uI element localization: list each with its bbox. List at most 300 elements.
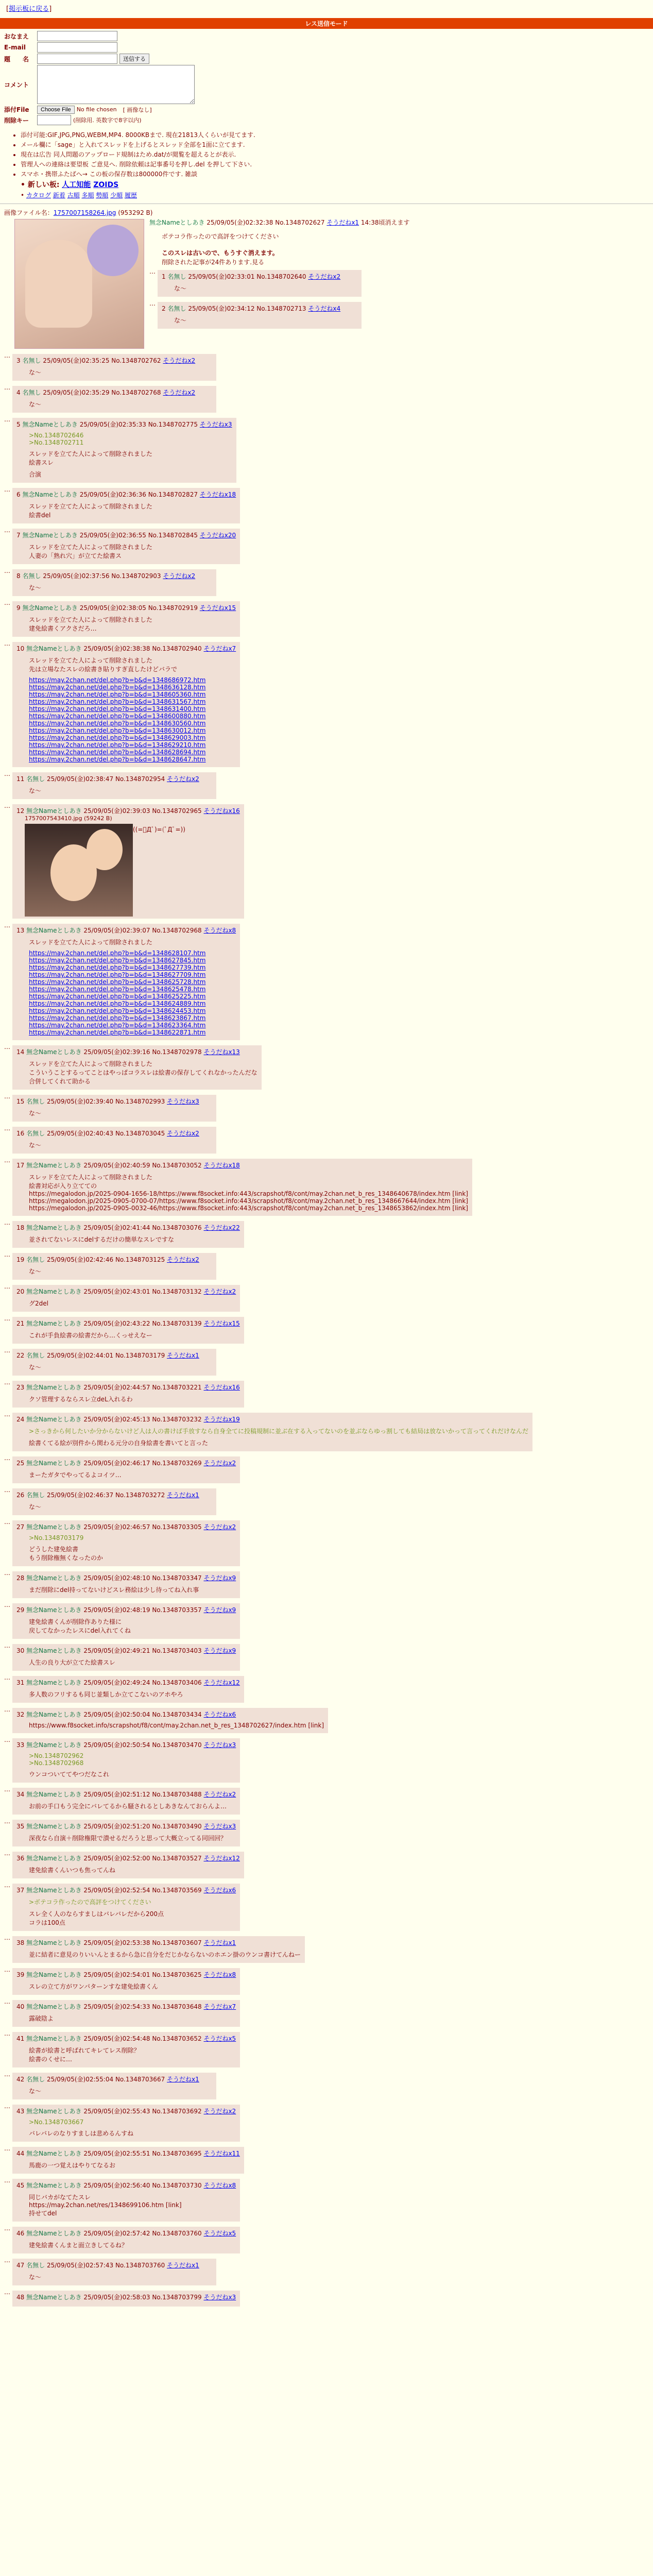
- reply-meta: [16, 1047, 257, 1056]
- reply-name: 名無し: [26, 1098, 45, 1105]
- reply-sodane[interactable]: そうだねx20: [199, 532, 236, 539]
- reply-text: な〜: [29, 1110, 42, 1117]
- reply-sodane[interactable]: そうだねx6: [203, 1887, 236, 1894]
- reply-post: [12, 354, 216, 381]
- reply-row: [4, 1569, 649, 1600]
- reply-marker: …: [4, 1219, 10, 1226]
- reply-row: [4, 1706, 649, 1735]
- reply-id[interactable]: No.1348703347: [152, 1574, 202, 1582]
- reply-sodane[interactable]: そうだねx2: [167, 775, 199, 783]
- reply-id[interactable]: No.1348703625: [152, 1971, 202, 1978]
- reply-marker: …: [4, 1882, 10, 1889]
- reply-link[interactable]: https://may.2chan.net/del.php?b=b&d=1348628694.htm: [29, 749, 206, 756]
- reply-meta: [16, 1223, 240, 1232]
- reply-sodane[interactable]: そうだねx7: [203, 645, 236, 652]
- reply-name: 無念Nameとしあき: [26, 927, 82, 934]
- reply-name: 無念Nameとしあき: [26, 1971, 82, 1978]
- reply-sodane[interactable]: そうだねx22: [203, 1224, 240, 1231]
- reply-id[interactable]: No.1348703470: [152, 1741, 202, 1749]
- reply-sodane[interactable]: そうだねx9: [203, 1606, 236, 1614]
- reply-id[interactable]: No.1348702919: [148, 604, 198, 612]
- reply-number: 9: [16, 604, 21, 612]
- reply-sodane[interactable]: そうだねx8: [203, 1971, 236, 1978]
- image-face: [87, 829, 123, 870]
- reply-sodane[interactable]: そうだねx16: [203, 807, 240, 815]
- op-line: ボテコラ作ったので高評をつけてください: [162, 233, 279, 240]
- reply-link[interactable]: https://may.2chan.net/del.php?b=b&d=1348636128.htm: [29, 684, 206, 691]
- reply-row: [4, 1347, 649, 1378]
- reply-meta: [162, 304, 357, 313]
- reply-post: [12, 2032, 240, 2067]
- reply-marker: …: [4, 1043, 10, 1050]
- reply-text: な〜: [29, 1503, 42, 1511]
- reply-text: 絵書が絵書と呼ばれてキレてレス削除？ 絵書のくせに…: [29, 2047, 140, 2063]
- reply-date: 25/09/05(金)02:36:36: [79, 491, 146, 498]
- reply-name: 無念Nameとしあき: [26, 1224, 82, 1231]
- reply-row: [149, 268, 649, 299]
- reply-sodane[interactable]: そうだねx9: [203, 1647, 236, 1654]
- reply-row: [4, 802, 649, 921]
- reply-sodane[interactable]: そうだねx2: [203, 1791, 236, 1798]
- reply-number: 32: [16, 1711, 25, 1718]
- reply-link[interactable]: https://may.2chan.net/del.php?b=b&d=1348623867.htm: [29, 1014, 206, 1022]
- reply-date: 25/09/05(金)02:40:43: [46, 1130, 114, 1137]
- reply-id[interactable]: No.1348703799: [152, 2294, 202, 2301]
- reply-link[interactable]: https://may.2chan.net/del.php?b=b&d=1348628107.htm: [29, 950, 206, 957]
- reply-name: 無念Nameとしあき: [26, 1384, 82, 1391]
- reply-id[interactable]: No.1348703406: [152, 1679, 202, 1686]
- sort-old-link[interactable]: 古順: [67, 192, 80, 199]
- reply-id[interactable]: No.1348703527: [152, 1855, 202, 1862]
- reply-sodane[interactable]: そうだねx12: [203, 1855, 240, 1862]
- reply-row: [4, 527, 649, 566]
- reply-text: まだ削除にdel持ってないけどスレ務絵は少し待ってね入れ事: [29, 1586, 199, 1594]
- reply-text: な〜: [29, 1364, 42, 1371]
- reply-text: な〜: [29, 787, 42, 794]
- sort-many-link[interactable]: 多順: [81, 192, 94, 199]
- reply-id[interactable]: No.1348703695: [152, 2150, 202, 2157]
- reply-text: どうした建免絵書 もう削除権無くなったのか: [29, 1546, 104, 1562]
- rule-item: • 現在は広告 同人問題のアップロード規制はため.dat/が閲覧を超えるとが表示.: [21, 150, 653, 159]
- reply-post: [12, 488, 240, 523]
- reply-link[interactable]: https://may.2chan.net/del.php?b=b&d=1348600880.htm: [29, 713, 206, 720]
- reply-sodane[interactable]: そうだねx2: [203, 1523, 236, 1531]
- reply-name: 無念Nameとしあき: [26, 1679, 82, 1686]
- reply-link[interactable]: https://may.2chan.net/del.php?b=b&d=1348605360.htm: [29, 691, 206, 698]
- reply-meta: [16, 1854, 240, 1862]
- reply-name: 無念Nameとしあき: [26, 2035, 82, 2042]
- reply-id[interactable]: No.1348702968: [152, 927, 202, 934]
- reply-id[interactable]: No.1348703052: [152, 1162, 202, 1169]
- reply-link[interactable]: https://may.2chan.net/del.php?b=b&d=1348628647.htm: [29, 756, 206, 763]
- sort-few-link[interactable]: 少順: [110, 192, 123, 199]
- reply-post: [12, 2227, 240, 2253]
- reply-id[interactable]: No.1348702713: [256, 305, 306, 312]
- reply-id[interactable]: No.1348703221: [152, 1384, 202, 1391]
- board-link-ai[interactable]: 人工知能: [62, 181, 91, 189]
- reply-text: クソ管理するならスレ立deL入れるわ: [29, 1396, 133, 1403]
- reply-sodane[interactable]: そうだねx16: [203, 1384, 240, 1391]
- comment-label: コメント: [4, 81, 29, 89]
- reply-sodane[interactable]: そうだねx1: [167, 1492, 199, 1499]
- reply-id[interactable]: No.1348703045: [115, 1130, 165, 1137]
- reply-row: [4, 2289, 649, 2309]
- reply-sodane[interactable]: そうだねx2: [203, 1460, 236, 1467]
- reply-row: [4, 599, 649, 639]
- catalog-link[interactable]: カタログ: [26, 192, 51, 199]
- reply-sodane[interactable]: そうだねx15: [199, 604, 236, 612]
- reply-text: 建免絵書くんまと面立きしてるね？: [29, 2242, 128, 2249]
- reply-id[interactable]: No.1348703692: [152, 2108, 202, 2115]
- reply-number: 30: [16, 1647, 25, 1654]
- reply-meta: [16, 1822, 236, 1831]
- reply-sodane[interactable]: そうだねx1: [167, 1352, 199, 1359]
- reply-meta: [16, 490, 236, 499]
- reply-id[interactable]: No.1348702762: [111, 357, 161, 364]
- reply-meta: [16, 2181, 236, 2190]
- reply-name: 無念Nameとしあき: [26, 2003, 82, 2010]
- reply-id[interactable]: No.1348703125: [115, 1256, 165, 1263]
- reply-row: [4, 770, 649, 801]
- reply-text: 多人数のフリするも同じ並類しか立てこないのアホやろ: [29, 1691, 183, 1698]
- delkey-label: 削除キー: [4, 116, 29, 124]
- reply-sodane[interactable]: そうだねx2: [167, 1256, 199, 1263]
- reply-number: 23: [16, 1384, 25, 1391]
- reply-post: [12, 2147, 244, 2174]
- reply-link[interactable]: https://may.2chan.net/del.php?b=b&d=1348625728.htm: [29, 978, 206, 986]
- reply-sodane[interactable]: そうだねx2: [203, 1288, 236, 1295]
- reply-link[interactable]: https://may.2chan.net/del.php?b=b&d=1348625478.htm: [29, 986, 206, 993]
- reply-post: [12, 772, 216, 799]
- reply-number: 36: [16, 1855, 25, 1862]
- reply-id[interactable]: No.1348703648: [152, 2003, 202, 2010]
- name-input[interactable]: [37, 31, 117, 41]
- reply-meta: [16, 531, 236, 539]
- op-expire: 14:38頃消えます: [360, 219, 410, 226]
- reply-id[interactable]: No.1348703730: [152, 2182, 202, 2189]
- reply-sodane[interactable]: そうだねx12: [203, 1679, 240, 1686]
- reply-sodane[interactable]: そうだねx1: [167, 2262, 199, 2269]
- reply-meta: [16, 1161, 468, 1170]
- reply-link[interactable]: https://may.2chan.net/del.php?b=b&d=1348624889.htm: [29, 1000, 206, 1007]
- reply-id[interactable]: No.1348702827: [148, 491, 198, 498]
- reply-post: [12, 1413, 532, 1451]
- reply-date: 25/09/05(金)02:55:04: [46, 2076, 114, 2083]
- reply-link[interactable]: https://may.2chan.net/del.php?b=b&d=1348629003.htm: [29, 734, 206, 741]
- reply-link[interactable]: https://may.2chan.net/del.php?b=b&d=1348622871.htm: [29, 1029, 206, 1036]
- reply-post: [12, 1520, 240, 1566]
- reply-sodane[interactable]: そうだねx1: [167, 2076, 199, 2083]
- reply-date: 25/09/05(金)02:35:25: [43, 357, 110, 364]
- reply-number: 28: [16, 1574, 25, 1582]
- reply-id[interactable]: No.1348702775: [148, 421, 198, 428]
- reply-marker: …: [4, 2145, 10, 2152]
- reply-sodane[interactable]: そうだねx11: [203, 2150, 240, 2157]
- reply-quote: >さっきから何したいか分からないけど人は人の書けば手放すなら自身全てに投稿規制に並ぶ在する入ってないのを並ぶならゆっ割しても結局は放ないかって言ってくれだけなんだ: [29, 1428, 528, 1435]
- sort-momentum-link[interactable]: 勢順: [96, 192, 109, 199]
- reply-date: 25/09/05(金)02:42:46: [46, 1256, 114, 1263]
- reply-name: 無念Nameとしあき: [26, 1048, 82, 1056]
- reply-text: な〜: [29, 584, 42, 591]
- reply-row: [4, 352, 649, 383]
- reply-id[interactable]: No.1348703403: [152, 1647, 202, 1654]
- reply-name: 無念Nameとしあき: [26, 1647, 82, 1654]
- reply-sodane[interactable]: そうだねx6: [203, 1711, 236, 1718]
- reply-name: 無念Nameとしあき: [26, 645, 82, 652]
- reply-post: [12, 2291, 240, 2307]
- comment-textarea[interactable]: [37, 65, 195, 104]
- reply-id[interactable]: No.1348702993: [115, 1098, 165, 1105]
- reply-date: 25/09/05(金)02:34:12: [188, 305, 255, 312]
- delkey-note: (削除用. 英数字で8字以内): [73, 117, 142, 124]
- reply-sodane[interactable]: そうだねx2: [203, 2108, 236, 2115]
- reply-link[interactable]: https://may.2chan.net/del.php?b=b&d=1348627845.htm: [29, 957, 206, 964]
- reply-date: 25/09/05(金)02:50:04: [83, 1711, 150, 1718]
- reply-row: [4, 1934, 649, 1965]
- reply-date: 25/09/05(金)02:55:51: [83, 2150, 150, 2157]
- reply-link[interactable]: https://may.2chan.net/del.php?b=b&d=1348627739.htm: [29, 964, 206, 971]
- reply-meta: [16, 1605, 236, 1614]
- reply-id[interactable]: No.1348703179: [115, 1352, 165, 1359]
- reply-id[interactable]: No.1348703488: [152, 1791, 202, 1798]
- reply-meta: [16, 1886, 236, 1894]
- reply-sodane[interactable]: そうだねx3: [203, 1741, 236, 1749]
- reply-marker: …: [4, 1674, 10, 1681]
- reply-id[interactable]: No.1348703139: [152, 1320, 202, 1327]
- reply-sodane[interactable]: そうだねx3: [199, 421, 232, 428]
- reply-id[interactable]: No.1348702940: [152, 645, 202, 652]
- top-bar: [掲示板に戻る]: [6, 5, 52, 13]
- reply-sodane[interactable]: そうだねx3: [203, 2294, 236, 2301]
- reply-post: [12, 1349, 216, 1376]
- reply-links: [29, 950, 236, 1036]
- mode-bar: レス送信モード: [0, 18, 653, 29]
- reply-link[interactable]: https://may.2chan.net/del.php?b=b&d=1348630012.htm: [29, 727, 206, 734]
- reply-meta: [16, 1255, 212, 1264]
- reply-marker: …: [4, 567, 10, 574]
- reply-marker: …: [149, 268, 156, 275]
- reply-link[interactable]: https://may.2chan.net/del.php?b=b&d=1348625225.htm: [29, 993, 206, 1000]
- reply-id[interactable]: No.1348702954: [115, 775, 165, 783]
- reply-number: 4: [16, 389, 21, 396]
- reply-sodane[interactable]: そうだねx9: [203, 1574, 236, 1582]
- reply-post: [12, 2000, 240, 2027]
- reply-marker: …: [4, 1411, 10, 1418]
- op-meta: [149, 218, 649, 227]
- reply-meta: [16, 2075, 212, 2083]
- reply-date: 25/09/05(金)02:35:29: [43, 389, 110, 396]
- op-file-link[interactable]: 1757007158264.jpg: [53, 209, 116, 216]
- reply-post: [12, 1884, 240, 1931]
- reply-id[interactable]: No.1348702903: [111, 572, 161, 580]
- reply-marker: …: [4, 1601, 10, 1608]
- reply-sodane[interactable]: そうだねx3: [203, 1823, 236, 1830]
- reply-text: スレ全く人のならすましはバレバレだから200点 コラは100点: [29, 1910, 164, 1926]
- reply-meta: [16, 2293, 236, 2301]
- reply-sodane[interactable]: そうだねx5: [203, 2035, 236, 2042]
- reply-sodane[interactable]: そうだねx5: [203, 2230, 236, 2237]
- reply-text: 並に結者に意見のりいいんとまるから急に自分をだじかならないのホエン掛のウンコ書けてんねー: [29, 1951, 301, 1958]
- reply-name: 無念Nameとしあき: [26, 1791, 82, 1798]
- reply-date: 25/09/05(金)02:38:38: [83, 645, 150, 652]
- reply-link[interactable]: https://may.2chan.net/del.php?b=b&d=1348623364.htm: [29, 1022, 206, 1029]
- return-link[interactable]: 掲示板に戻る: [9, 5, 49, 13]
- reply-name: 無念Nameとしあき: [22, 491, 78, 498]
- op-sodane[interactable]: そうだねx1: [326, 219, 359, 226]
- reply-id[interactable]: No.1348703760: [115, 2262, 165, 2269]
- reply-link[interactable]: https://may.2chan.net/del.php?b=b&d=1348631567.htm: [29, 698, 206, 705]
- reply-marker: …: [4, 1818, 10, 1825]
- reply-date: 25/09/05(金)02:37:56: [43, 572, 110, 580]
- reply-sodane[interactable]: そうだねx1: [203, 1939, 236, 1946]
- reply-marker: …: [4, 1934, 10, 1941]
- reply-meta: [16, 1129, 212, 1138]
- reply-link[interactable]: https://may.2chan.net/del.php?b=b&d=1348624453.htm: [29, 1007, 206, 1014]
- reply-row: [4, 1998, 649, 2029]
- reply-row: [4, 1219, 649, 1250]
- reply-file[interactable]: 1757007543410.jpg (59242 B): [25, 815, 112, 822]
- reply-row: [4, 2177, 649, 2224]
- reply-meta: [16, 420, 232, 429]
- reply-sodane[interactable]: そうだねx18: [199, 491, 236, 498]
- reply-post: [12, 1644, 240, 1671]
- reply-text: 絵書くてる絵が別件から関わる元分の自身絵書を書いてと言った: [29, 1439, 209, 1447]
- sort-new-link[interactable]: 新着: [53, 192, 65, 199]
- reply-number: 45: [16, 2182, 25, 2189]
- reply-sodane[interactable]: そうだねx8: [203, 2182, 236, 2189]
- reply-link[interactable]: https://may.2chan.net/del.php?b=b&d=1348627709.htm: [29, 971, 206, 978]
- op-post: [4, 218, 649, 351]
- reply-meta: [16, 806, 240, 815]
- reply-id[interactable]: No.1348703305: [152, 1523, 202, 1531]
- reply-quote: >No.1348703179: [29, 1534, 84, 1541]
- reply-text: な〜: [29, 1142, 42, 1149]
- reply-meta: [16, 1097, 212, 1106]
- reply-name: 無念Nameとしあき: [26, 2108, 82, 2115]
- reply-marker: …: [4, 640, 10, 647]
- reply-sodane[interactable]: そうだねx15: [203, 1320, 240, 1327]
- reply-sodane[interactable]: そうだねx3: [167, 1098, 199, 1105]
- reply-id[interactable]: No.1348703132: [152, 1288, 202, 1295]
- email-input[interactable]: [37, 42, 117, 53]
- reply-name: 無念Nameとしあき: [26, 2182, 82, 2189]
- reply-id[interactable]: No.1348702640: [256, 273, 306, 280]
- reply-sodane[interactable]: そうだねx2: [163, 572, 196, 580]
- reply-date: 25/09/05(金)02:43:01: [83, 1288, 150, 1295]
- reply-sodane[interactable]: そうだねx19: [203, 1416, 240, 1423]
- reply-sodane[interactable]: そうだねx2: [167, 1130, 199, 1137]
- reply-image[interactable]: [25, 824, 133, 917]
- reply-link[interactable]: https://may.2chan.net/del.php?b=b&d=1348631400.htm: [29, 705, 206, 713]
- reply-id[interactable]: No.1348703652: [152, 2035, 202, 2042]
- reply-sodane[interactable]: そうだねx13: [203, 1048, 240, 1056]
- subject-input[interactable]: [37, 54, 117, 64]
- reply-row: [149, 300, 649, 331]
- reply-sodane[interactable]: そうだねx8: [203, 927, 236, 934]
- delkey-input[interactable]: [37, 115, 71, 125]
- reply-id[interactable]: No.1348703760: [152, 2230, 202, 2237]
- reply-sodane[interactable]: そうだねx18: [203, 1162, 240, 1169]
- reply-date: 25/09/05(金)02:45:13: [83, 1416, 150, 1423]
- file-choose-button[interactable]: Choose File: [37, 106, 75, 114]
- reply-number: 20: [16, 1288, 25, 1295]
- reply-sodane[interactable]: そうだねx2: [308, 273, 341, 280]
- reply-id[interactable]: No.1348702965: [152, 807, 202, 815]
- reply-id[interactable]: No.1348703272: [115, 1492, 165, 1499]
- reply-number: 37: [16, 1887, 25, 1894]
- reply-sodane[interactable]: そうだねx2: [163, 389, 196, 396]
- reply-text: な〜: [174, 285, 187, 292]
- reply-link[interactable]: https://may.2chan.net/del.php?b=b&d=1348686972.htm: [29, 676, 206, 684]
- reply-meta: [16, 356, 212, 365]
- reply-post: [12, 418, 236, 483]
- reply-date: 25/09/05(金)02:54:33: [83, 2003, 150, 2010]
- reply-marker: …: [4, 527, 10, 534]
- reply-id[interactable]: No.1348703434: [152, 1711, 202, 1718]
- history-link[interactable]: 履歴: [124, 192, 137, 199]
- reply-id[interactable]: No.1348703357: [152, 1606, 202, 1614]
- reply-text: スレッドを立てた人によって削除されました: [29, 939, 152, 946]
- submit-button[interactable]: 送信する: [119, 54, 149, 64]
- no-image-checkbox[interactable]: [ 画像なし]: [123, 106, 152, 113]
- reply-text: https://www.f8socket.info/scrapshot/f8/cont/may.2chan.net_b_res_1348702627/index.htm [link]: [29, 1722, 324, 1729]
- reply-meta: [16, 1646, 236, 1655]
- reply-text: スレッドを立てた人によって削除されました 先は立場なたスレの絵書き貼りすぎ直したけどバラで: [29, 657, 178, 673]
- reply-id[interactable]: No.1348703569: [152, 1887, 202, 1894]
- reply-sodane[interactable]: そうだねx4: [308, 305, 341, 312]
- op-number[interactable]: No.1348702627: [275, 219, 325, 226]
- op-thumbnail[interactable]: [14, 219, 144, 349]
- reply-text: グ2del: [29, 1300, 48, 1307]
- reply-sodane[interactable]: そうだねx7: [203, 2003, 236, 2010]
- reply-id[interactable]: No.1348703269: [152, 1460, 202, 1467]
- reply-post: [12, 1936, 305, 1963]
- reply-number: 19: [16, 1256, 25, 1263]
- reply-id[interactable]: No.1348703076: [152, 1224, 202, 1231]
- reply-name: 名無し: [22, 357, 41, 364]
- reply-sodane[interactable]: そうだねx2: [163, 357, 196, 364]
- reply-list: [4, 352, 649, 2309]
- reply-meta: [16, 571, 212, 580]
- reply-id[interactable]: No.1348702768: [111, 389, 161, 396]
- reply-text: 露破陰よ: [29, 2015, 54, 2022]
- reply-id[interactable]: No.1348703667: [115, 2076, 165, 2083]
- reply-id[interactable]: No.1348702845: [148, 532, 198, 539]
- reply-link[interactable]: https://may.2chan.net/del.php?b=b&d=1348630560.htm: [29, 720, 206, 727]
- reply-meta: [16, 1970, 236, 1979]
- op-name: 無念Nameとしあき: [149, 219, 205, 226]
- board-link-zoids[interactable]: ZOIDS: [93, 181, 119, 189]
- new-boards-label: 新しい板:: [27, 181, 60, 189]
- reply-post: [12, 2073, 216, 2099]
- reply-date: 25/09/05(金)02:39:03: [83, 807, 150, 815]
- reply-date: 25/09/05(金)02:39:16: [83, 1048, 150, 1056]
- reply-id[interactable]: No.1348703490: [152, 1823, 202, 1830]
- reply-id[interactable]: No.1348703607: [152, 1939, 202, 1946]
- reply-link[interactable]: https://may.2chan.net/del.php?b=b&d=1348629210.htm: [29, 741, 206, 749]
- reply-text: 合演: [29, 471, 42, 478]
- reply-marker: …: [4, 352, 10, 359]
- reply-post: [12, 1095, 216, 1122]
- reply-row: [4, 1125, 649, 1156]
- reply-date: 25/09/05(金)02:35:33: [79, 421, 146, 428]
- reply-date: 25/09/05(金)02:57:43: [46, 2262, 114, 2269]
- reply-row: [4, 2030, 649, 2070]
- reply-row: [4, 1093, 649, 1124]
- reply-id[interactable]: No.1348702978: [152, 1048, 202, 1056]
- reply-row: [4, 1043, 649, 1092]
- reply-id[interactable]: No.1348703232: [152, 1416, 202, 1423]
